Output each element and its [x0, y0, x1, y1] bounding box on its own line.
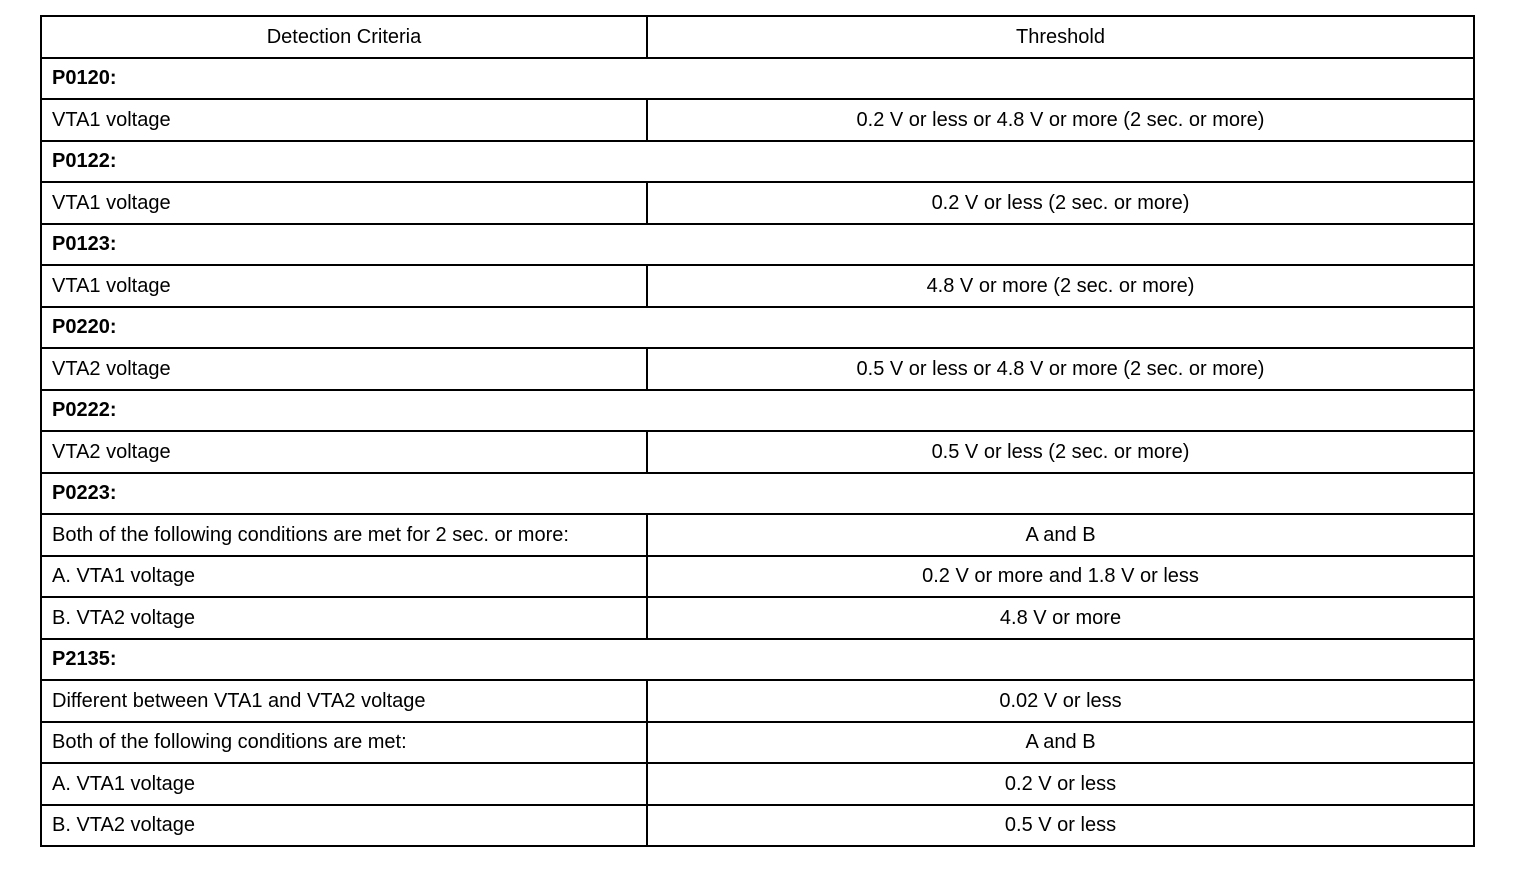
criteria-cell: VTA2 voltage: [41, 431, 647, 473]
table-row: [41, 597, 1474, 639]
criteria-cell: A. VTA1 voltage: [41, 763, 647, 805]
dtc-code: P0122:: [41, 141, 1474, 183]
table-row: [41, 805, 1474, 847]
section-row: [41, 58, 1474, 100]
threshold-cell: 4.8 V or more: [647, 597, 1474, 639]
table-row: [41, 265, 1474, 307]
section-row: [41, 307, 1474, 349]
criteria-cell: Both of the following conditions are met for 2 sec. or more:: [41, 514, 647, 556]
header-row: [41, 16, 1474, 58]
table-row: [41, 182, 1474, 224]
criteria-cell: Different between VTA1 and VTA2 voltage: [41, 680, 647, 722]
table-row: [41, 514, 1474, 556]
threshold-cell: 0.2 V or more and 1.8 V or less: [647, 556, 1474, 598]
dtc-code: P0120:: [41, 58, 1474, 100]
criteria-cell: B. VTA2 voltage: [41, 805, 647, 847]
section-row: [41, 390, 1474, 432]
dtc-code: P2135:: [41, 639, 1474, 681]
dtc-code: P0220:: [41, 307, 1474, 349]
criteria-cell: VTA1 voltage: [41, 265, 647, 307]
threshold-cell: 0.02 V or less: [647, 680, 1474, 722]
section-row: [41, 473, 1474, 515]
threshold-cell: 4.8 V or more (2 sec. or more): [647, 265, 1474, 307]
dtc-code: P0222:: [41, 390, 1474, 432]
table-row: [41, 348, 1474, 390]
threshold-cell: A and B: [647, 722, 1474, 764]
threshold-cell: 0.2 V or less (2 sec. or more): [647, 182, 1474, 224]
section-row: [41, 141, 1474, 183]
threshold-cell: 0.5 V or less or 4.8 V or more (2 sec. or more): [647, 348, 1474, 390]
header-detection-criteria: Detection Criteria: [41, 16, 647, 58]
criteria-cell: Both of the following conditions are met:: [41, 722, 647, 764]
dtc-code: P0123:: [41, 224, 1474, 266]
criteria-cell: VTA1 voltage: [41, 99, 647, 141]
criteria-cell: VTA2 voltage: [41, 348, 647, 390]
table-row: [41, 763, 1474, 805]
section-row: [41, 639, 1474, 681]
dtc-code: P0223:: [41, 473, 1474, 515]
criteria-cell: B. VTA2 voltage: [41, 597, 647, 639]
threshold-cell: 0.5 V or less: [647, 805, 1474, 847]
detection-criteria-table: [40, 15, 1475, 847]
threshold-cell: 0.5 V or less (2 sec. or more): [647, 431, 1474, 473]
threshold-cell: 0.2 V or less: [647, 763, 1474, 805]
table-row: [41, 556, 1474, 598]
section-row: [41, 224, 1474, 266]
table-row: [41, 680, 1474, 722]
threshold-cell: 0.2 V or less or 4.8 V or more (2 sec. or more): [647, 99, 1474, 141]
criteria-cell: VTA1 voltage: [41, 182, 647, 224]
table-row: [41, 722, 1474, 764]
criteria-cell: A. VTA1 voltage: [41, 556, 647, 598]
threshold-cell: A and B: [647, 514, 1474, 556]
table-row: [41, 99, 1474, 141]
header-threshold: Threshold: [647, 16, 1474, 58]
table-row: [41, 431, 1474, 473]
